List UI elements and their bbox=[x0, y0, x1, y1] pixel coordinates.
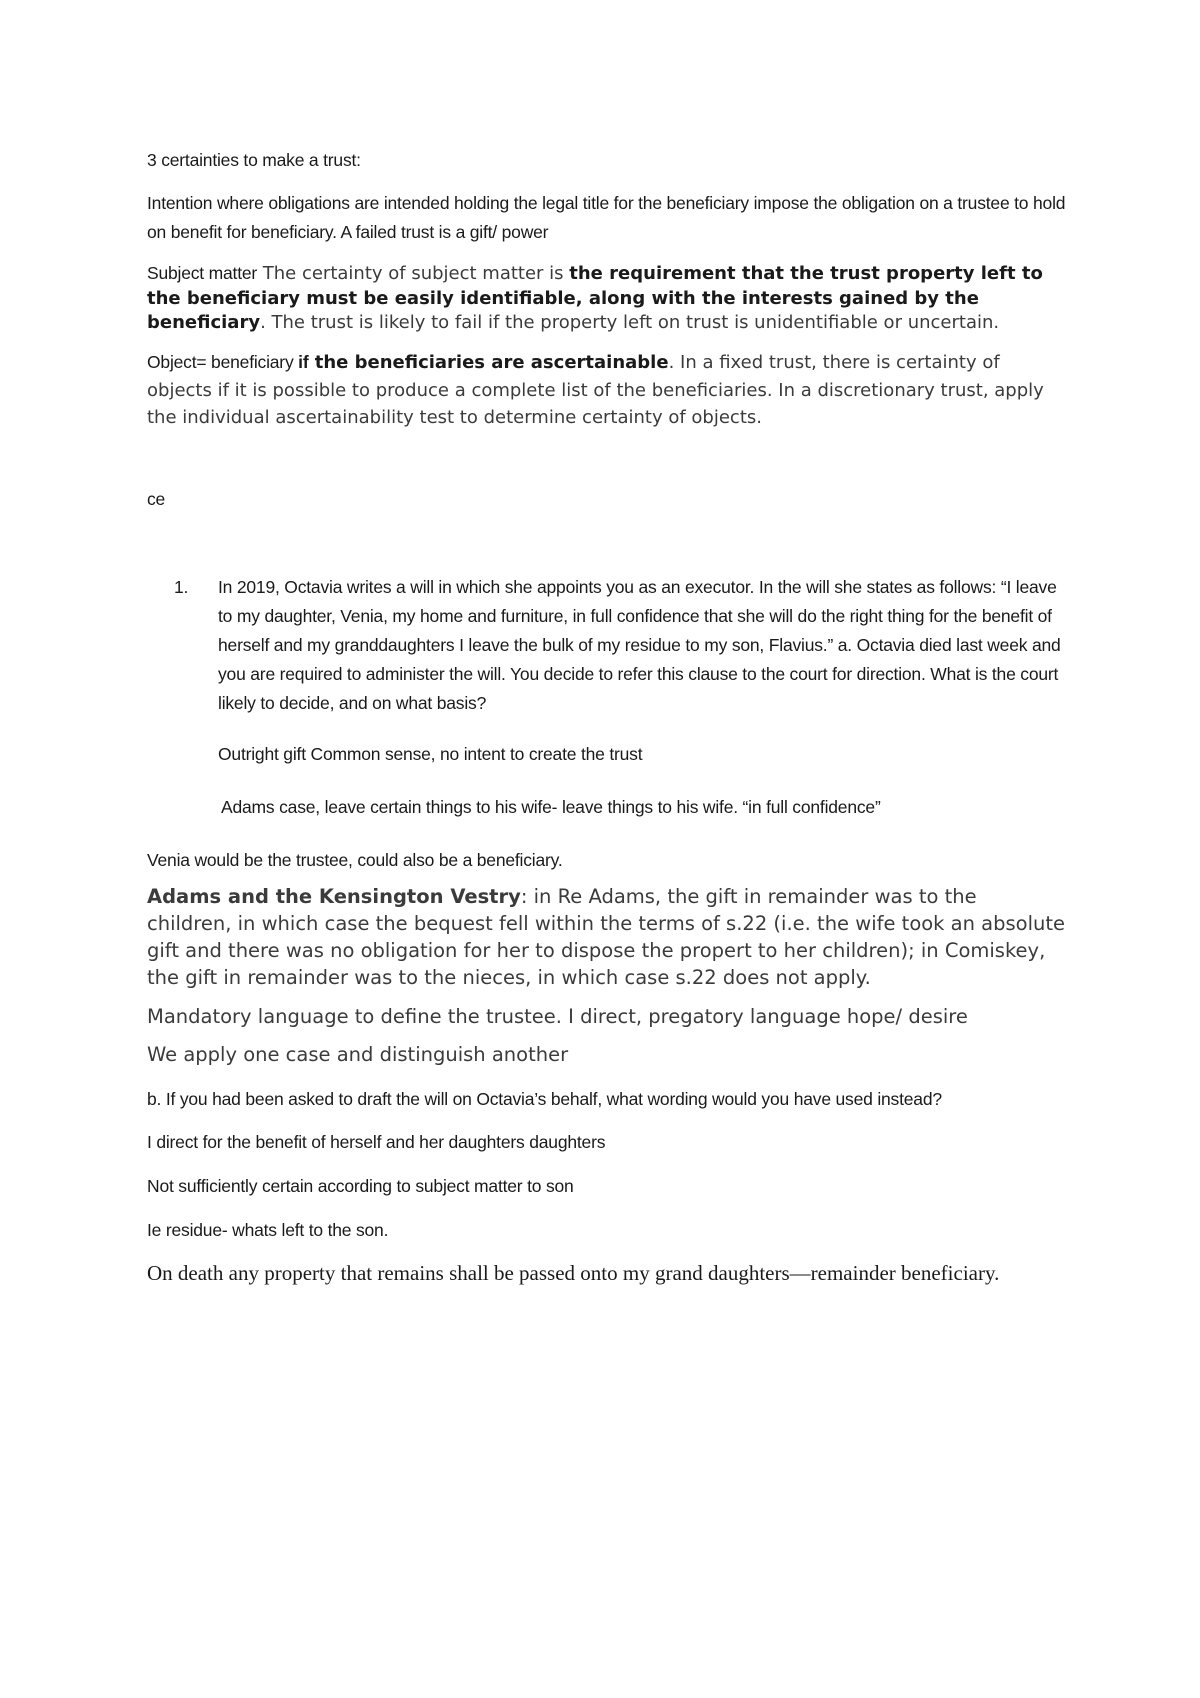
object-label: Object= beneficiary bbox=[147, 352, 299, 372]
heading-three-certainties: 3 certainties to make a trust: bbox=[147, 150, 361, 170]
paragraph-subject-matter bbox=[147, 259, 1067, 336]
numbered-list bbox=[147, 573, 1067, 822]
paragraph-apply-case: We apply one case and distinguish another bbox=[147, 1043, 569, 1066]
document-body bbox=[147, 146, 1067, 1288]
object-bold: the beneficiaries are ascertainable bbox=[308, 352, 669, 373]
paragraph-object bbox=[147, 348, 1067, 431]
subject-matter-label: Subject matter bbox=[147, 263, 258, 283]
adams-vestry-text: : in Re Adams, the gift in remainder was to the children, in which case the bequest fell within the terms of s.22 (i.e. the wife took an absolute gift and there was no obligation for her to dispose the propert to her children); in Comiskey, the gift in remainder was to the nieces, in which case s.22 does not apply. bbox=[147, 885, 1066, 989]
question-b-text: b. If you had been asked to draft the will on Octavia’s behalf, what wording would you have used instead? bbox=[147, 1089, 942, 1109]
answer-i-direct: I direct for the benefit of herself and her daughters daughters bbox=[147, 1132, 606, 1152]
answer-residue: Ie residue- whats left to the son. bbox=[147, 1220, 389, 1240]
list-number: 1. bbox=[174, 577, 189, 597]
adams-vestry-bold: Adams and the Kensington Vestry bbox=[147, 885, 521, 908]
object-bold-prefix: if bbox=[298, 352, 309, 372]
question-1-text: In 2019, Octavia writes a will in which she appoints you as an executor. In the will she states as follows: “I leave to my daughter, Venia, my home and furniture, in full confidence that she will do the right thing for the benefit of herself and my granddaughters I leave the bulk of my residue to my son, Flavius.” a. Octavia died last week and you are required to administer the will. You decide to refer this clause to the court for direction. What is the court likely to decide, and on what basis? bbox=[218, 577, 1061, 713]
answer-adams-confidence: Adams case, leave certain things to his wife- leave things to his wife. “in full confidence” bbox=[221, 797, 881, 817]
answer-not-sufficient: Not sufficiently certain according to subject matter to son bbox=[147, 1176, 574, 1196]
subject-matter-tail: . The trust is likely to fail if the property left on trust is unidentifiable or uncertain. bbox=[260, 312, 1000, 333]
answer-outright-gift: Outright gift Common sense, no intent to create the trust bbox=[218, 744, 643, 764]
paragraph-venia: Venia would be the trustee, could also be a beneficiary. bbox=[147, 850, 563, 870]
paragraph-ce: ce bbox=[147, 489, 166, 509]
paragraph-intention: Intention where obligations are intended holding the legal title for the beneficiary impose the obligation on a trustee to hold on benefit for beneficiary. A failed trust is a gift/ power bbox=[147, 193, 1066, 242]
subject-matter-lead: The certainty of subject matter is bbox=[257, 263, 570, 284]
subject-matter-bold: the requirement that the trust property left to the beneficiary must be easily identifiable, along with the interests gained by the beneficiary bbox=[147, 263, 1043, 333]
paragraph-mandatory-language: Mandatory language to define the trustee. I direct, pregatory language hope/ desire bbox=[147, 1005, 968, 1028]
answer-on-death: On death any property that remains shall be passed onto my grand daughters—remainder beneficiary. bbox=[147, 1261, 1000, 1285]
object-tail: . In a fixed trust, there is certainty of objects if it is possible to produce a complete list of the beneficiaries. In a discretionary trust, apply the individual ascertainability test to determine certainty of objects. bbox=[147, 352, 1044, 428]
paragraph-adams-vestry bbox=[147, 883, 1067, 991]
